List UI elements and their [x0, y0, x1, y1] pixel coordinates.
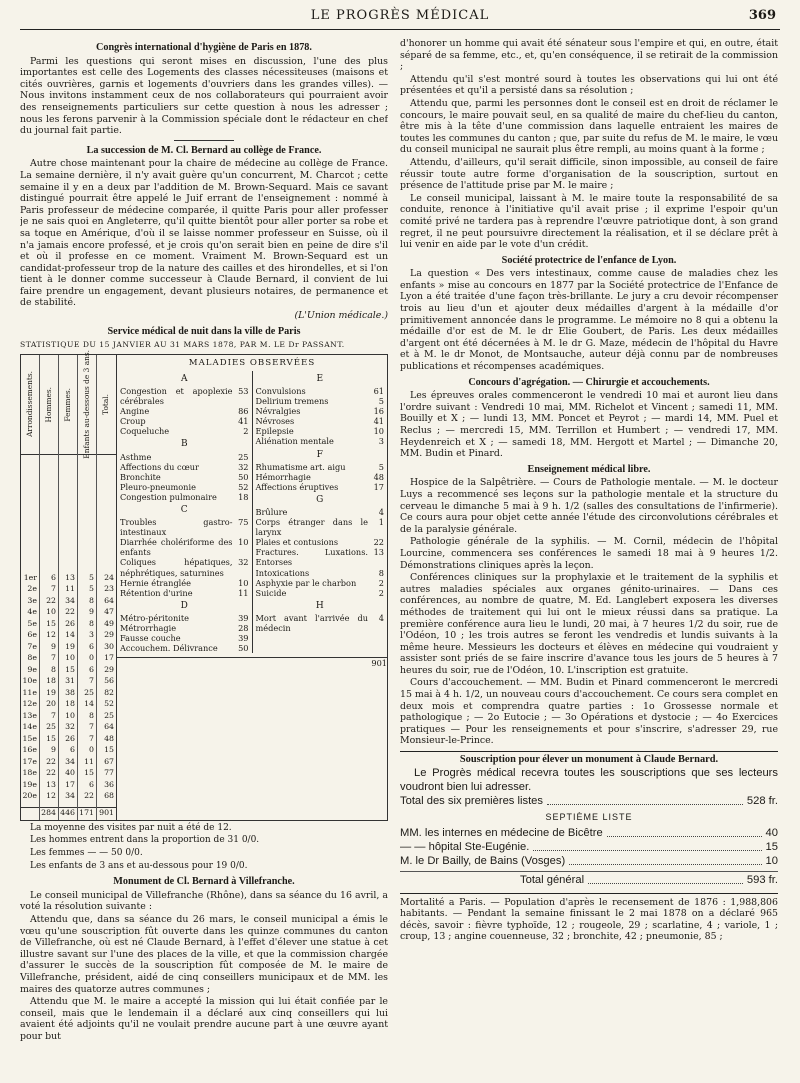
table-cell: 52: [104, 699, 114, 709]
group-letter: B: [180, 439, 188, 450]
souscription-total: [400, 871, 778, 887]
monument-cont-5: Le conseil municipal, laissant à M. le maire toute la responsabilité de sa conduite, renonce à l'initiative qu'il avait prise ; il exprime l'espoir qu'un comité privé ne tardera pas à reprendre l'œuvre patriotique dont, à son grand regret, il ne peut poursuivre directement la réalisation, et il se déclare prêt à lui venir en aide par le vote d'un crédit.: [400, 192, 778, 251]
succession-text: Autre chose maintenant pour la chaire de médecine au collège de France. La semaine dernière, il n'y avait guère qu'un concurrent, M. Charcot ; cette semaine il y en a deux par l'addition de M. Brown-Sequard. Mais ce savant distingué pourrait être appelé le Juif errant de l'enseignement : nommé à Paris professeur de médecine comparée, il quitte Paris pour aller professer je ne sais quoi en Angleterre, qu'il quitte bientôt pour aller porter sa robe et sa toque en Amérique, d'où il se laisse nommer professeur en Suisse, où il n'a jamais encore professé, et je crois qu'on serait bien en peine de dire s'il et où il professe en ce moment. Vraiment M. Brown-Sequard est un candidat-professeur trop de la nature des cailles et des hirondelles, et si l'on tient à le donner comme successeur à Claude Bernard, il convient de lui faire prendre un engagement, devant plusieurs notaires, de permanence et de stabilité.: [20, 158, 388, 309]
maladie-count: 22: [373, 537, 384, 548]
table-cell: 14: [65, 630, 75, 640]
statistics-table: [20, 350, 388, 821]
maladie-count: 50: [238, 643, 249, 654]
maladie-name: Mort avant l'arrivée du médecin: [255, 612, 368, 633]
maladie-name: Intoxications: [255, 567, 310, 578]
maladie-count: 10: [238, 577, 249, 588]
maladie-count: 2: [243, 426, 249, 437]
maladie-name: Accouchem. Délivrance: [120, 643, 218, 654]
maladie-count: 39: [238, 612, 249, 623]
table-cell: 15e: [22, 733, 37, 743]
succession-source: (L'Union médicale.): [294, 310, 388, 322]
maladie-row: [120, 537, 249, 557]
table-cell: 19e: [22, 779, 37, 789]
maladie-count: 48: [373, 471, 384, 482]
table-cell: 22: [46, 756, 56, 766]
maladie-count: 50: [238, 471, 249, 482]
maladie-row: [120, 557, 249, 577]
maladie-row: [120, 578, 249, 588]
column-header: Arrondissements.: [24, 371, 34, 438]
maladie-row: [256, 588, 385, 598]
table-cell: 77: [104, 768, 114, 778]
table-cell: 8: [89, 595, 94, 605]
maladies-total: [117, 657, 387, 668]
table-cell: 64: [104, 722, 114, 732]
maladie-count: 52: [238, 481, 249, 492]
table-cell: 29: [104, 664, 114, 674]
concours-text: Les épreuves orales commenceront le vendredi 10 mai et auront lieu dans l'ordre suivant : Vendredi 10 mai, MM. Richelot et Vincent ; samedi 11, MM. Bouilly et X ; — lundi 13, MM. Poncet et Peyrot ; — mardi 14, MM. Puel et Reclus ; — mercredi 15, MM. Terrillon et Humbert ; — vendredi 17, MM. Heydenreich et X ; — samedi 18, MM. Hergott et Martel ; — Dimanche 20, MM. Budin et Pinard.: [400, 390, 778, 460]
column-total: [21, 807, 39, 820]
table-cell: 10: [46, 607, 56, 617]
table-cell: 5: [89, 584, 94, 594]
maladie-row: [256, 426, 385, 436]
maladie-name: Troubles gastro-intestinaux: [120, 517, 233, 538]
maladie-row: [120, 426, 249, 436]
count-column: [97, 355, 116, 820]
maladie-count: 10: [238, 537, 249, 548]
table-cell: 8: [89, 710, 94, 720]
maladie-count: 10: [373, 426, 384, 437]
table-cell: 11e: [22, 687, 37, 697]
maladie-name: Croup: [120, 416, 146, 427]
enseignement-p1: Hospice de la Salpêtrière. — Cours de Pathologie mentale. — M. le docteur Luys a recommencé ses leçons sur la pathologie mentale et la structure du cerveau le dimanche 5 mai à 9 h. 1/2 (salles des consultations de l'infirmerie). Ce cours aura pour objet cette année l'étude des circonvolutions cérébrales et de la paralysie générale.: [400, 477, 778, 535]
table-cell: 8e: [27, 653, 37, 663]
note-line: La moyenne des visites par nuit a été de 12.: [30, 822, 232, 833]
table-cell: 68: [104, 791, 114, 801]
mortalite-text: Mortalité a Paris. — Population d'après le recensement de 1876 : 1,988,806 habitants. — Pendant la semaine finissant le 2 mai 1878 on a déclaré 965 décès, savoir : fièvre typhoïde, 12 ; rougeole, 29 ; scarlatine, 4 ; variole, 1 ; croup, 13 ; angine couenneuse, 32 ; bronchite, 42 ; pneumonie, 85 ;: [400, 893, 778, 943]
souscription-total-amount: 593 fr.: [746, 873, 778, 886]
maladies-area: [117, 355, 387, 820]
monument-p1: Le conseil municipal de Villefranche (Rhône), dans sa séance du 16 avril, a voté la résolution suivante :: [20, 889, 388, 913]
maladie-count: 16: [373, 406, 384, 417]
table-cell: 12e: [22, 699, 37, 709]
count-column: [40, 355, 59, 820]
maladie-name: Epilepsie: [255, 426, 294, 437]
maladie-row: [256, 416, 385, 426]
maladie-count: 75: [238, 517, 249, 528]
maladie-name: Asthme: [120, 451, 152, 462]
maladies-column-left: [117, 371, 252, 653]
souscription-list-title: SEPTIÈME LISTE: [545, 811, 633, 822]
monument-cont-2: Attendu qu'il s'est montré sourd à toutes les observations qui lui ont été présentées et qu'il a persisté dans sa résolution ;: [400, 73, 778, 97]
divider: [174, 140, 234, 141]
maladie-row: [120, 613, 249, 623]
table-cell: 24: [104, 572, 114, 582]
maladie-name: Névralgies: [255, 406, 301, 417]
maladie-row: [120, 517, 249, 537]
table-cell: 40: [65, 768, 75, 778]
maladie-count: 18: [238, 491, 249, 502]
note-line: Les enfants de 3 ans et au-dessous pour 19 0/0.: [30, 860, 248, 871]
maladie-row: [256, 396, 385, 406]
maladie-count: 1: [378, 517, 384, 528]
maladie-name: Corps étranger dans le larynx: [255, 517, 368, 538]
congres-text: Parmi les questions qui seront mises en discussion, l'une des plus importantes est celle des Logements des classes nécessiteuses (maisons et cités ouvrières, garnis et logements d'ouvriers dans les grandes villes). — Nous invitons instamment ceux de nos collaborateurs qui pourraient avoir des renseignements particuliers sur cette question à nous les adresser ; nous les ferons parvenir à la Commission spéciale dont le rédacteur en chef du journal fait partie.: [20, 55, 388, 137]
maladie-count: 5: [378, 396, 384, 407]
table-cell: 47: [104, 607, 114, 617]
page-number: 369: [748, 8, 776, 23]
table-cell: 15: [46, 618, 56, 628]
maladie-row: [120, 472, 249, 482]
table-cell: 6: [89, 779, 94, 789]
maladie-row: [256, 507, 385, 517]
column-header: Femmes.: [62, 387, 72, 422]
table-cell: 18: [46, 676, 56, 686]
table-cell: 18: [65, 699, 75, 709]
table-cell: 25: [104, 710, 114, 720]
group-letter: D: [180, 600, 188, 611]
table-cell: 8: [89, 618, 94, 628]
table-cell: 25: [84, 687, 94, 697]
table-cell: 10e: [22, 676, 37, 686]
souscription-total-label: Total général: [520, 873, 585, 886]
maladie-row: [256, 568, 385, 578]
table-cell: 49: [104, 618, 114, 628]
table-cell: 17: [65, 779, 75, 789]
table-cell: 22: [84, 791, 94, 801]
table-cell: 9e: [27, 664, 37, 674]
maladie-count: 86: [238, 406, 249, 417]
count-column: [59, 355, 78, 820]
maladie-row: [256, 537, 385, 547]
maladie-name: Affections éruptives: [255, 481, 339, 492]
service-caption: STATISTIQUE DU 15 JANVIER AU 31 MARS 1878, PAR M. LE Dr PASSANT.: [20, 340, 345, 350]
note-line: Les hommes entrent dans la proportion de 31 0/0.: [30, 835, 260, 846]
table-cell: 10: [65, 710, 75, 720]
maladie-row: [256, 482, 385, 492]
table-cell: 9: [51, 641, 56, 651]
maladie-row: [120, 452, 249, 462]
souscription-lines: [400, 826, 778, 868]
group-letter: E: [316, 373, 324, 384]
table-cell: 17: [104, 653, 114, 663]
maladie-name: Suicide: [255, 587, 287, 598]
maladie-name: Affections du cœur: [120, 461, 199, 472]
maladie-count: 2: [378, 577, 384, 588]
table-cell: 6: [51, 572, 56, 582]
maladie-name: Plaies et contusions: [255, 537, 339, 548]
maladie-count: 28: [238, 623, 249, 633]
maladie-row: [120, 588, 249, 598]
table-cell: 26: [65, 618, 75, 628]
maladies-header: MALADIES OBSERVÉES: [188, 357, 316, 368]
maladie-row: [256, 462, 385, 472]
count-column: [78, 350, 97, 820]
table-cell: 9: [89, 607, 94, 617]
table-cell: 22: [46, 768, 56, 778]
maladie-name: Rhumatisme art. aigu: [255, 461, 346, 472]
maladie-count: 32: [238, 461, 249, 472]
table-cell: 48: [104, 733, 114, 743]
table-cell: 8: [51, 664, 56, 674]
maladie-count: 4: [378, 612, 384, 623]
left-column: [20, 38, 388, 1075]
column-total: 901: [97, 807, 116, 820]
maladie-count: 41: [373, 416, 384, 427]
maladie-row: [256, 517, 385, 537]
table-cell: 10: [65, 653, 75, 663]
maladie-row: [120, 386, 249, 406]
table-cell: 23: [104, 584, 114, 594]
table-cell: 15: [84, 768, 94, 778]
table-cell: 15: [65, 664, 75, 674]
souscription-line-amount: 10: [765, 854, 778, 867]
table-cell: 17e: [22, 756, 37, 766]
maladie-row: [120, 416, 249, 426]
congres-title: Congrès international d'hygiène de Paris en 1878.: [96, 42, 312, 53]
maladie-name: Métro-péritonite: [120, 612, 189, 623]
souscription-line-amount: 40: [765, 826, 778, 839]
table-cell: 16e: [22, 745, 37, 755]
table-cell: 2e: [27, 584, 37, 594]
table-cell: 82: [104, 687, 114, 697]
enseignement-p4: Cours d'accouchement. — MM. Budin et Pinard commenceront le mercredi 15 mai à 4 h. 1/2, un nouveau cours d'accouchement. Ce cours sera complet en deux mois et comprendra quatre parties : 1o Grossesse normale et pathologique ; — 2o Eutocie ; — 3o Opérations et dystocie ; — 4o Exercices pratiques — Pour les renseignements et pour s'inscrire, s'adresser 29, rue Monsieur-le-Prince.: [400, 677, 778, 747]
maladie-row: [256, 436, 385, 446]
count-column: [21, 355, 40, 820]
right-column: [400, 38, 778, 1075]
maladie-count: 2: [378, 587, 384, 598]
table-cell: 3: [89, 630, 94, 640]
monument-cont-3: Attendu que, parmi les personnes dont le conseil est en droit de réclamer le concours, le maire pouvait seul, en sa qualité de maire du chef-lieu du canton, être mis à la tête d'une commission dans laquelle entraient les maires de toutes les communes du canton ; que, par suite du refus de M. le maire, le vœu du conseil municipal ne saurait plus être rempli, au moins quant à la forme ;: [400, 97, 778, 156]
maladie-count: 13: [373, 547, 384, 558]
maladies-column-right: [252, 371, 388, 653]
table-cell: 67: [104, 756, 114, 766]
maladie-count: 39: [238, 633, 249, 644]
maladie-name: Asphyxie par le charbon: [255, 577, 357, 588]
note-line: Les femmes — — 50 0/0.: [30, 848, 143, 859]
table-cell: 22: [46, 595, 56, 605]
table-cell: 7: [51, 584, 56, 594]
column-total: 284: [40, 807, 58, 820]
maladie-name: Brûlure: [255, 506, 288, 517]
maladie-count: 17: [373, 481, 384, 492]
maladie-count: 8: [378, 567, 384, 578]
maladie-count: 4: [378, 506, 384, 517]
column-header: Total.: [101, 393, 111, 415]
maladie-row: [120, 623, 249, 633]
table-cell: 20e: [22, 791, 37, 801]
maladie-count: 61: [373, 385, 384, 396]
table-cell: 22: [65, 607, 75, 617]
table-cell: 6e: [27, 630, 37, 640]
maladie-name: Métrorrhagie: [120, 623, 177, 633]
maladie-count: 3: [378, 436, 384, 447]
maladie-name: Congestion pulmonaire: [120, 491, 217, 502]
maladie-name: Convulsions: [255, 385, 306, 396]
table-cell: 64: [104, 595, 114, 605]
maladie-name: Rétention d'urine: [120, 587, 193, 598]
societe-title: Société protectrice de l'enfance de Lyon.: [501, 254, 677, 266]
table-cell: 13: [46, 779, 56, 789]
maladies-total-value: 901: [371, 658, 387, 669]
running-head: [20, 8, 780, 30]
table-cell: 5e: [27, 618, 37, 628]
enseignement-p2: Pathologie générale de la syphilis. — M. Cornil, médecin de l'hôpital Lourcine, commencera ses conférences le samedi 18 mai à 9 heures 1/2. Démonstrations cliniques après la leçon.: [400, 536, 778, 571]
maladie-row: [120, 492, 249, 502]
table-cell: 7: [89, 733, 94, 743]
monument-cont-4: Attendu, d'ailleurs, qu'il serait difficile, sinon impossible, au conseil de faire réussir toute autre forme d'organisation de la souscription, surtout en présence de l'attitude prise par M. le maire ;: [400, 156, 778, 192]
monument-title: Monument de Cl. Bernard à Villefranche.: [113, 876, 295, 888]
maladie-row: [120, 633, 249, 643]
maladie-count: 11: [238, 587, 249, 598]
maladie-name: Hernie étranglée: [120, 577, 191, 588]
group-letter: G: [316, 494, 324, 505]
group-letter: C: [180, 504, 188, 515]
souscription-line: [400, 826, 778, 840]
souscription-line: [400, 854, 778, 868]
table-cell: 7: [51, 653, 56, 663]
souscription-line-label: — — hôpital Ste-Eugénie.: [400, 840, 530, 853]
table-cell: 12: [46, 630, 56, 640]
table-cell: 4e: [27, 607, 37, 617]
column-header: Enfants au-dessous de 3 ans.: [81, 350, 91, 459]
maladie-row: [120, 643, 249, 653]
maladie-name: Congestion et apoplexie cérébrales: [120, 385, 233, 407]
table-cell: 56: [104, 676, 114, 686]
maladie-name: Fractures. Luxations. Entorses: [255, 547, 368, 568]
table-cell: 15: [104, 745, 114, 755]
table-cell: 32: [65, 722, 75, 732]
table-cell: 13e: [22, 710, 37, 720]
table-cell: 6: [70, 745, 75, 755]
table-cell: 34: [65, 756, 75, 766]
maladie-count: 41: [238, 416, 249, 427]
table-cell: 0: [89, 653, 94, 663]
succession-title: La succession de M. Cl. Bernard au collège de France.: [86, 144, 322, 156]
table-cell: 0: [89, 745, 94, 755]
souscription-intro: Le Progrès médical recevra toutes les souscriptions que ses lecteurs voudront bien lui adresser.: [400, 766, 778, 793]
souscription-previous-amount: 528 fr.: [746, 794, 778, 807]
maladie-row: [120, 462, 249, 472]
table-cell: 26: [65, 733, 75, 743]
column-total: 171: [78, 807, 96, 820]
maladie-row: [120, 482, 249, 492]
souscription-line-label: M. le Dr Bailly, de Bains (Vosges): [400, 854, 566, 867]
maladie-row: [256, 386, 385, 396]
maladie-name: Coliques hépatiques, néphrétiques, saturnines: [120, 557, 233, 578]
table-cell: 5: [89, 572, 94, 582]
maladie-row: [120, 406, 249, 416]
souscription-previous-label: Total des six premières listes: [400, 794, 543, 807]
maladie-name: Hémorrhagie: [255, 471, 311, 482]
maladie-name: Delirium tremens: [255, 396, 329, 407]
table-cell: 7: [89, 676, 94, 686]
monument-p2: Attendu que, dans sa séance du 26 mars, le conseil municipal a émis le vœu qu'une souscription fût ouverte dans les quinze communes du canton de Villefranche, où est né Claude Bernard, à l'effet d'élever une statue à cet illustre savant sur l'une des places de la ville, et que la commission chargée d'assurer le succès de la souscription fût composée de M. le maire de Villefranche, président, aidé de cinq conseillers municipaux et de MM. les maires des quatorze autres communes ;: [20, 914, 388, 995]
souscription-title: Souscription pour élever un monument à Claude Bernard.: [400, 751, 778, 766]
table-cell: 38: [65, 687, 75, 697]
maladie-name: Pleuro-pneumonie: [120, 481, 196, 492]
maladie-name: Fausse couche: [120, 633, 181, 644]
maladie-row: [256, 472, 385, 482]
table-cell: 9: [51, 745, 56, 755]
maladie-row: [256, 547, 385, 567]
table-cell: 14e: [22, 722, 37, 732]
maladie-name: Bronchite: [120, 471, 161, 482]
maladie-name: Angine: [120, 406, 150, 417]
table-cell: 6: [89, 641, 94, 651]
group-letter: H: [315, 600, 324, 611]
service-notes: [20, 823, 388, 872]
table-cell: 18e: [22, 768, 37, 778]
maladie-name: Aliénation mentale: [255, 436, 334, 447]
table-cell: 11: [65, 584, 75, 594]
maladie-count: 5: [378, 461, 384, 472]
maladie-row: [256, 406, 385, 416]
enseignement-p3: Conférences cliniques sur la prophylaxie et le traitement de la syphilis et autres maladies spéciales aux organes génito-urinaires. — Dans ces conférences, au nombre de quatre, M. Ed. Langlebert exposera les diverses méthodes de traitement qui lui ont le mieux réussi dans sa pratique. La première conférence aura lieu le lundi, 20 mai, à 7 heures 1/2 du soir, rue de l'Odéon, 10 ; les trois autres se feront les vendredis et lundis suivants à la même heure. Messieurs les docteurs et élèves en médecine qui voudraient y assister sont priés de se faire inscrire d'avance tous les jours de 5 heures à 7 heures du soir, rue de l'Odéon, 10. L'inscription est gratuite.: [400, 572, 778, 676]
table-cell: 6: [89, 664, 94, 674]
service-title: Service médical de nuit dans la ville de Paris: [107, 325, 301, 337]
maladie-name: Diarrhée cholériforme des enfants: [120, 537, 233, 558]
count-columns: [21, 350, 117, 820]
table-cell: 25: [46, 722, 56, 732]
table-cell: 12: [46, 791, 56, 801]
societe-text: La question « Des vers intestinaux, comme cause de maladies chez les enfants » mise au concours en 1877 par la Société protectrice de l'Enfance de Lyon a été traitée d'une façon très-brillante. Le jury a cru devoir récompenser trois au lieu d'un et ajouter deux médailles d'argent à la médaille d'or primitivement annoncée dans le programme. Le mémoire no 8 qui a obtenu la médaille d'or est de M. le dr Elie Goubert, de Paris. Les deux médailles d'argent ont été décernées à M. le dr G. Maze, médecin de l'hôpital du Havre et à M. le dr Monot, de Montsauche, auteur déjà connu par de nombreuses publications et récompenses académiques.: [400, 268, 778, 373]
table-cell: 34: [65, 791, 75, 801]
maladie-name: Coqueluche: [120, 426, 170, 437]
concours-title: Concours d'agrégation. — Chirurgie et accouchements.: [468, 376, 710, 388]
souscription-line-amount: 15: [765, 840, 778, 853]
table-cell: 31: [65, 676, 75, 686]
group-letter: A: [181, 373, 188, 384]
table-cell: 11: [84, 756, 94, 766]
table-cell: 19: [65, 641, 75, 651]
table-cell: 3e: [27, 595, 37, 605]
maladie-count: 32: [238, 557, 249, 568]
maladie-row: [256, 613, 385, 633]
table-cell: 14: [84, 699, 94, 709]
table-cell: 19: [46, 687, 56, 697]
table-cell: 36: [104, 779, 114, 789]
enseignement-title: Enseignement médical libre.: [527, 463, 651, 475]
souscription-line: [400, 840, 778, 854]
maladie-count: 25: [238, 451, 249, 462]
souscription-box: [400, 766, 778, 887]
table-cell: 1er: [23, 572, 37, 582]
table-cell: 30: [104, 641, 114, 651]
table-cell: 29: [104, 630, 114, 640]
journal-title: LE PROGRÈS MÉDICAL: [310, 8, 490, 23]
maladie-count: 53: [238, 385, 249, 396]
souscription-previous: [400, 794, 778, 808]
table-cell: 20: [46, 699, 56, 709]
table-cell: 7: [51, 710, 56, 720]
table-cell: 13: [65, 572, 75, 582]
group-letter: F: [316, 449, 323, 460]
table-cell: 7e: [27, 641, 37, 651]
souscription-line-label: MM. les internes en médecine de Bicêtre: [400, 826, 603, 839]
column-header: Hommes.: [43, 386, 53, 423]
table-cell: 34: [65, 595, 75, 605]
maladie-name: Névroses: [255, 416, 295, 427]
maladie-row: [256, 578, 385, 588]
table-cell: 7: [89, 722, 94, 732]
monument-p3: Attendu que M. le maire a accepté la mission qui lui était confiée par le conseil, mais que le lendemain il a déclaré aux cinq conseillers qui lui avaient été adjoints qu'il ne voulait prendre aucune part à une œuvre ayant pour but: [20, 996, 388, 1042]
monument-cont-1: d'honorer un homme qui avait été sénateur sous l'empire et qui, en outre, était séparé de sa femme, etc., et, qu'en conséquence, il se retirait de la commission ;: [400, 38, 778, 73]
table-cell: 15: [46, 733, 56, 743]
column-total: 446: [59, 807, 77, 820]
